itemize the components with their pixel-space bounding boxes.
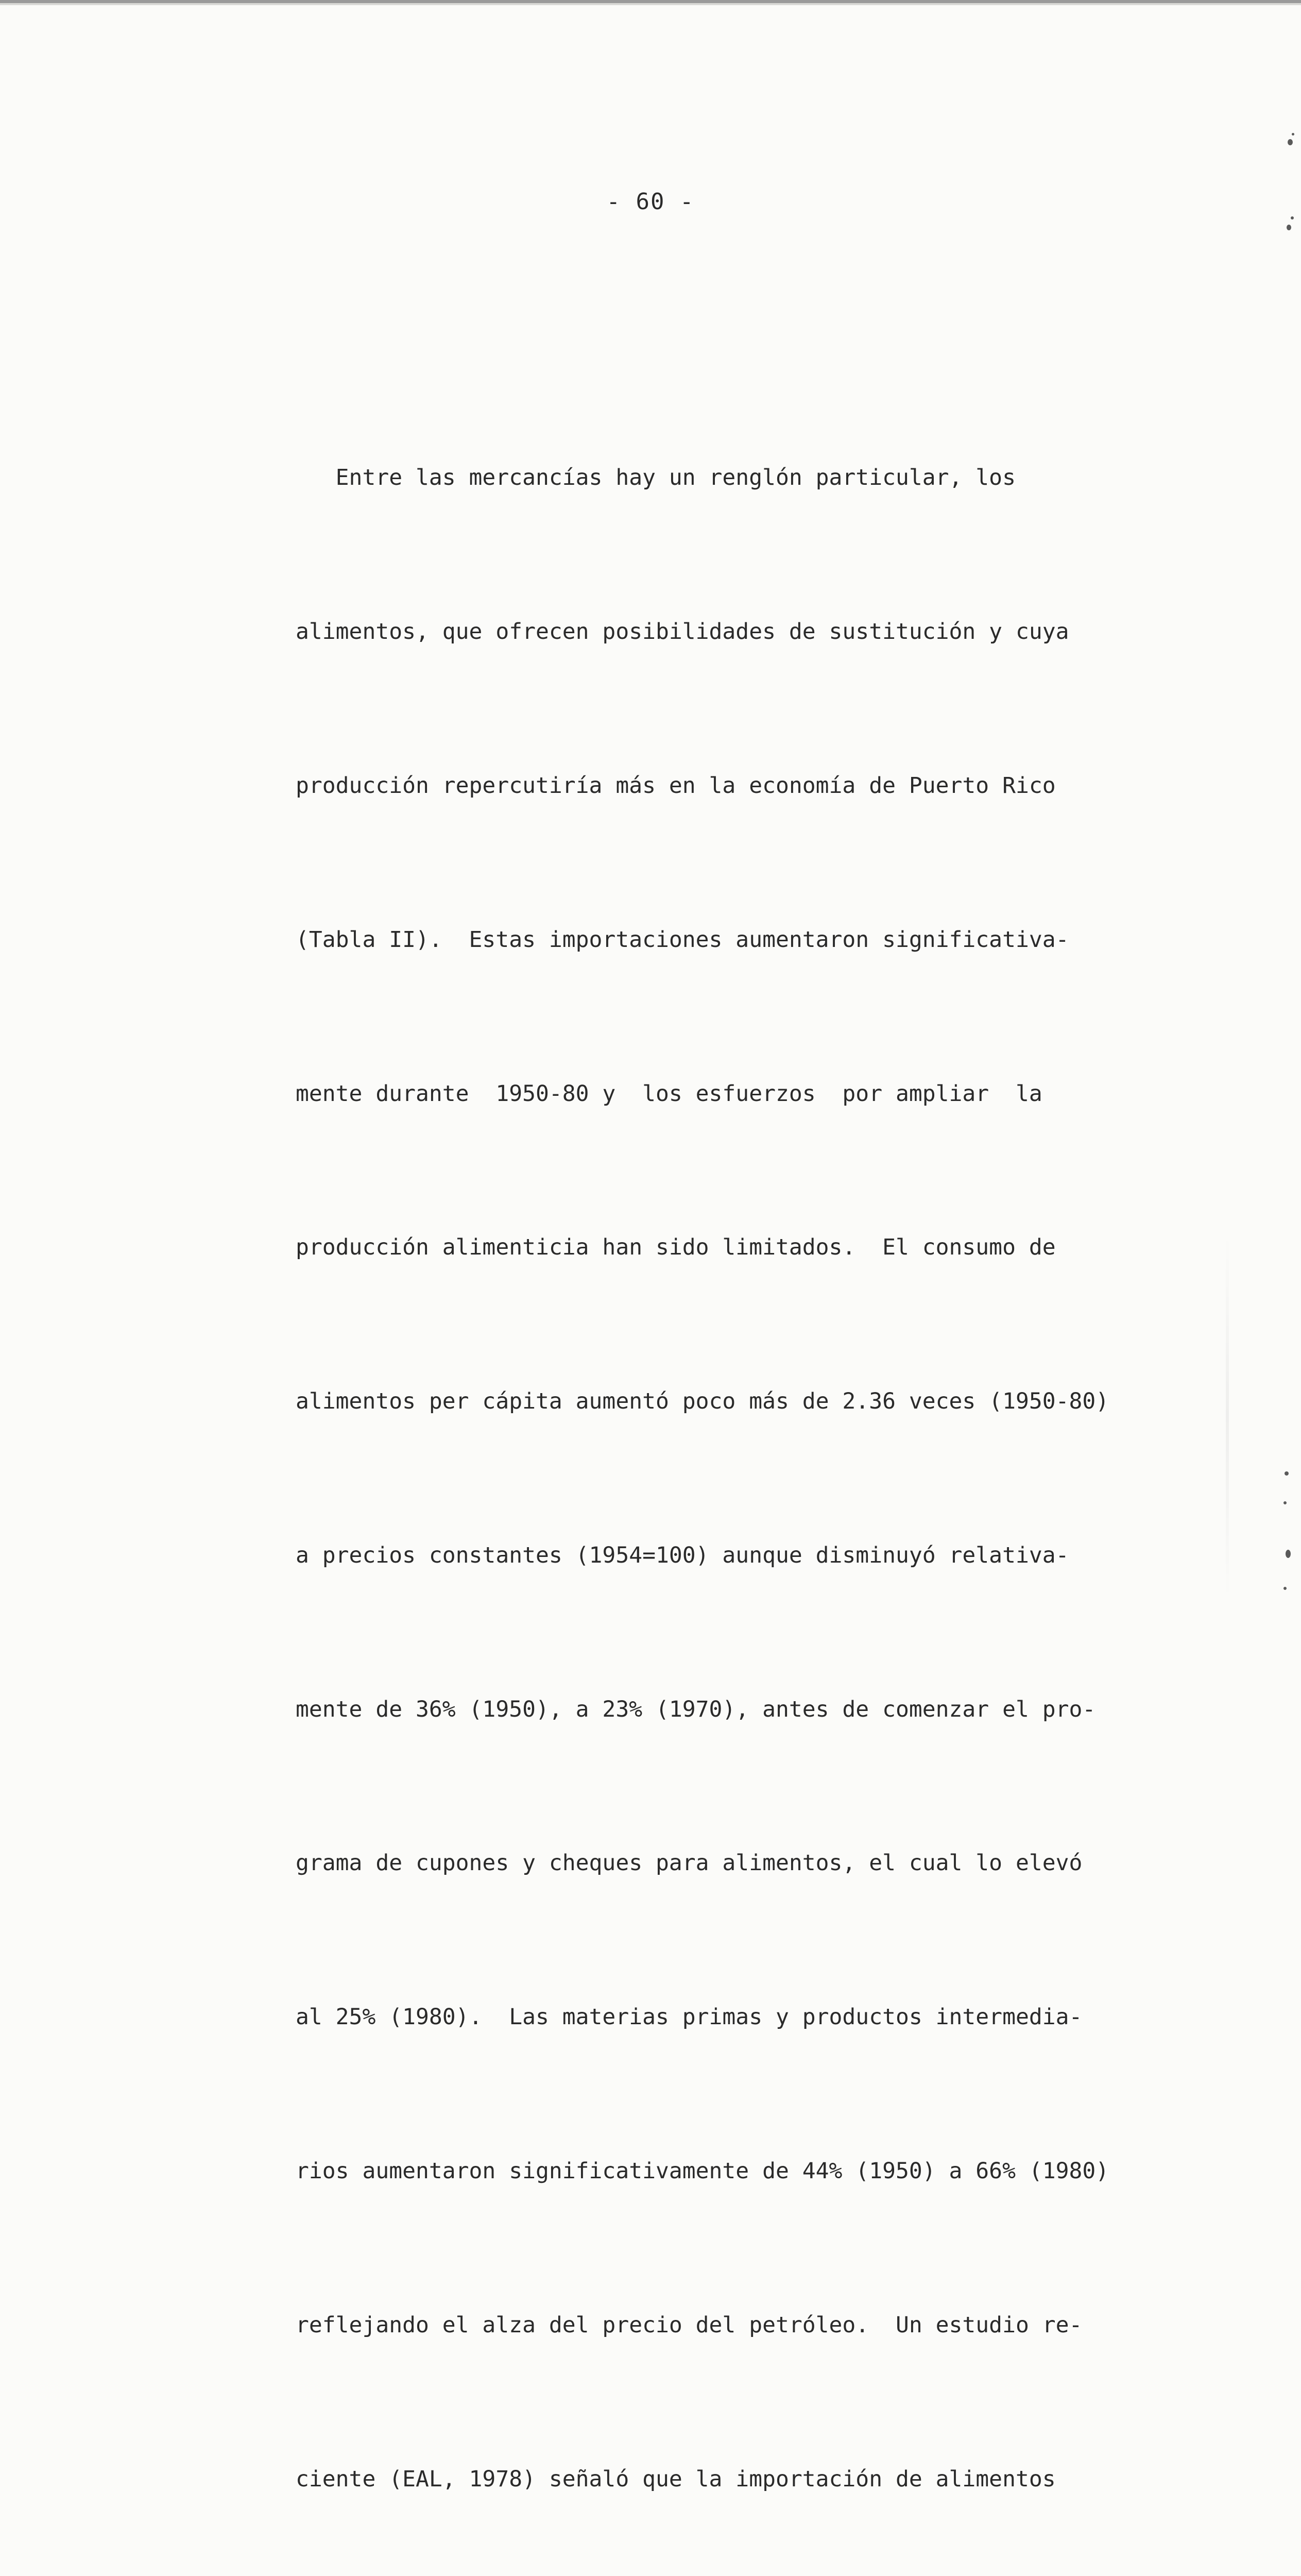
text-line: grama de cupones y cheques para alimentos, el cual lo elevó bbox=[296, 1850, 1083, 1876]
text-line: rios aumentaron significativamente de 44% (1950) a 66% (1980) bbox=[296, 2158, 1109, 2184]
bleed-through-shadow bbox=[1226, 1236, 1229, 1597]
scan-speck bbox=[1291, 216, 1294, 219]
text-line: producción repercutiría más en la economía de Puerto Rico bbox=[296, 772, 1056, 799]
text-line: (Tabla II). Estas importaciones aumentaron significativa- bbox=[296, 926, 1069, 953]
scan-top-edge-shadow bbox=[0, 3, 1301, 5]
scan-speck bbox=[1285, 1471, 1289, 1476]
paragraph-1 bbox=[296, 350, 1161, 2576]
text-line: ciente (EAL, 1978) señaló que la importación de alimentos bbox=[296, 2466, 1056, 2492]
scan-speck bbox=[1283, 1501, 1287, 1504]
page-number: - 60 - bbox=[606, 189, 695, 215]
text-line: mente durante 1950-80 y los esfuerzos por ampliar la bbox=[296, 1080, 1042, 1107]
text-line: al 25% (1980). Las materias primas y productos intermedia- bbox=[296, 2004, 1083, 2030]
text-line: mente de 36% (1950), a 23% (1970), antes de comenzar el pro- bbox=[296, 1696, 1096, 1722]
text-line: Entre las mercancías hay un renglón particular, los bbox=[296, 465, 1016, 491]
scan-speck bbox=[1292, 133, 1294, 135]
text-line: alimentos per cápita aumentó poco más de 2.36 veces (1950-80) bbox=[296, 1388, 1109, 1415]
scan-speck bbox=[1286, 1550, 1291, 1558]
scan-speck bbox=[1283, 1587, 1287, 1590]
scan-speck bbox=[1288, 139, 1293, 145]
body-text bbox=[296, 247, 1161, 2576]
scan-speck bbox=[1287, 225, 1291, 230]
text-line: reflejando el alza del precio del petróleo. Un estudio re- bbox=[296, 2312, 1083, 2338]
text-line: a precios constantes (1954=100) aunque disminuyó relativa- bbox=[296, 1542, 1069, 1568]
text-line: alimentos, que ofrecen posibilidades de sustitución y cuya bbox=[296, 619, 1069, 645]
text-line: producción alimenticia han sido limitados. El consumo de bbox=[296, 1234, 1056, 1261]
